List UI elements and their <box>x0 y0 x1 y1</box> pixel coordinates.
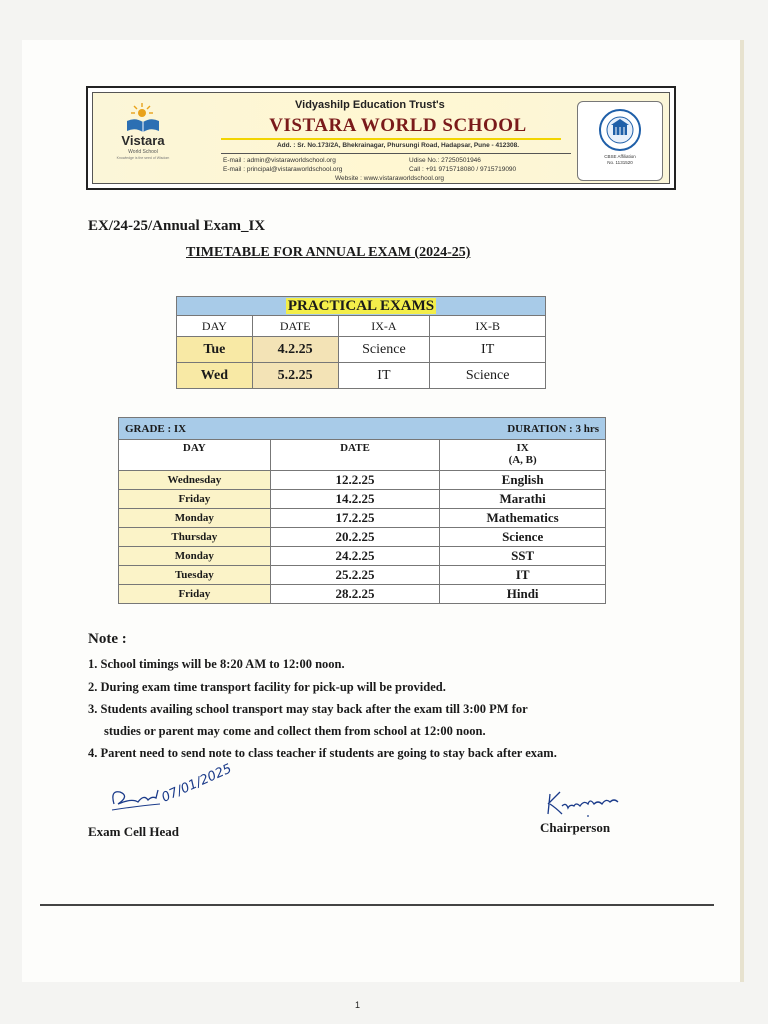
table-row <box>119 547 606 566</box>
practical-ix-a: IT <box>338 363 430 389</box>
exam-day: Monday <box>119 547 271 566</box>
note-item: studies or parent may come and collect them from school at 12:00 noon. <box>104 724 486 738</box>
school-name: VISTARA WORLD SCHOOL <box>269 115 527 136</box>
logo-name: Vistara <box>121 133 165 148</box>
note-item: 2. During exam time transport facility for pick-up will be provided. <box>88 680 446 694</box>
annual-exam-table <box>118 417 606 604</box>
letterhead-inner <box>92 92 670 184</box>
trust-name: Vidyashilp Education Trust's <box>295 99 445 111</box>
practical-ix-b: IT <box>430 337 546 363</box>
note-item: 1. School timings will be 8:20 AM to 12:00 noon. <box>88 657 345 671</box>
footer-divider <box>40 904 714 906</box>
udise-number: Udise No.: 27250501946 <box>409 157 481 164</box>
note-item: 4. Parent need to send note to class teacher if students are going to stay back after exam. <box>88 746 557 760</box>
logo-tagline: Knowledge is the seed of Wisdom <box>116 156 170 160</box>
exam-date: 24.2.25 <box>270 547 440 566</box>
page-title: TIMETABLE FOR ANNUAL EXAM (2024-25) <box>186 245 471 260</box>
table-row <box>177 337 546 363</box>
cbse-caption <box>578 154 662 166</box>
exam-day: Wednesday <box>119 471 271 490</box>
phone-numbers: Call : +91 9715718080 / 9715719090 <box>409 166 517 173</box>
practical-heading: PRACTICAL EXAMS <box>177 297 546 316</box>
col-date: DATE <box>270 440 440 471</box>
signature-date: 07/01/2025 <box>159 761 235 806</box>
practical-day: Wed <box>177 363 253 389</box>
table-row <box>119 490 606 509</box>
header-rule <box>221 138 561 140</box>
document-reference: EX/24-25/Annual Exam_IX <box>88 218 266 234</box>
practical-date: 5.2.25 <box>252 363 338 389</box>
admin-email: E-mail : admin@vistaraworldschool.org <box>223 157 336 164</box>
cbse-logo <box>577 101 663 181</box>
notes-heading: Note : <box>88 631 127 647</box>
table-row <box>119 585 606 604</box>
col-ix-b: IX-B <box>430 316 546 337</box>
cbse-caption-line2: No. 1131520 <box>607 160 633 165</box>
exam-day: Tuesday <box>119 566 271 585</box>
exam-day: Friday <box>119 490 271 509</box>
exam-cell-head-signature <box>108 760 248 818</box>
exam-date: 28.2.25 <box>270 585 440 604</box>
practical-day: Tue <box>177 337 253 363</box>
exam-subject: English <box>440 471 606 490</box>
table-row <box>177 363 546 389</box>
exam-day: Monday <box>119 509 271 528</box>
chairperson-label: Chairperson <box>540 820 611 835</box>
page-edge <box>740 40 744 982</box>
col-date: DATE <box>252 316 338 337</box>
sun-icon <box>131 103 153 117</box>
table-row <box>119 566 606 585</box>
book-icon <box>125 117 161 133</box>
exam-day: Thursday <box>119 528 271 547</box>
exam-date: 12.2.25 <box>270 471 440 490</box>
practical-ix-b: Science <box>430 363 546 389</box>
exam-cell-head-label: Exam Cell Head <box>88 824 179 839</box>
school-logo <box>107 99 179 181</box>
exam-date: 17.2.25 <box>270 509 440 528</box>
exam-subject: SST <box>440 547 606 566</box>
school-website: Website : www.vistaraworldschool.org <box>335 175 444 182</box>
practical-exams-table <box>176 296 546 389</box>
table-row <box>119 528 606 547</box>
exam-day: Friday <box>119 585 271 604</box>
col-ix-a: IX-A <box>338 316 430 337</box>
cbse-caption-line1: CBSE Affiliation <box>604 154 636 159</box>
logo-subtitle: World School <box>128 149 158 155</box>
col-day: DAY <box>119 440 271 471</box>
table-row <box>119 471 606 490</box>
duration-label: DURATION : 3 hrs <box>507 422 599 435</box>
col-day: DAY <box>177 316 253 337</box>
practical-ix-a: Science <box>338 337 430 363</box>
grade-bar <box>119 418 606 440</box>
col-ix: IX (A, B) <box>440 440 606 471</box>
grade-label: GRADE : IX <box>125 422 187 435</box>
exam-subject: Hindi <box>440 585 606 604</box>
exam-date: 20.2.25 <box>270 528 440 547</box>
note-item: 3. Students availing school transport may stay back after the exam till 3:00 PM for <box>88 702 528 716</box>
table-row <box>119 509 606 528</box>
exam-subject: Science <box>440 528 606 547</box>
principal-email: E-mail : principal@vistaraworldschool.org <box>223 166 343 173</box>
cbse-seal-icon <box>598 108 642 152</box>
exam-subject: Mathematics <box>440 509 606 528</box>
exam-date: 14.2.25 <box>270 490 440 509</box>
exam-subject: IT <box>440 566 606 585</box>
chairperson-signature <box>544 786 624 820</box>
school-address: Add. : Sr. No.173/2A, Bhekrainagar, Phursungi Road, Hadapsar, Pune - 412308. <box>276 142 520 149</box>
exam-subject: Marathi <box>440 490 606 509</box>
practical-date: 4.2.25 <box>252 337 338 363</box>
school-letterhead <box>86 86 676 190</box>
exam-date: 25.2.25 <box>270 566 440 585</box>
page-number: 1 <box>355 1000 361 1010</box>
address-rule <box>221 153 571 154</box>
